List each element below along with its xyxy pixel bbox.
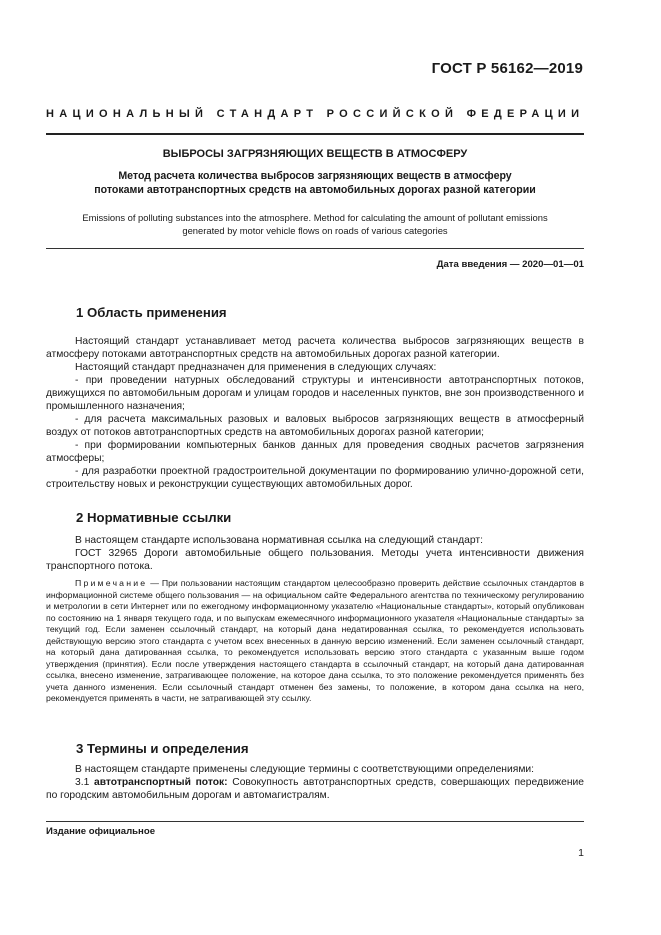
english-title-line: Emissions of polluting substances into the atmosphere. Method for calculating the amount of pollutant emissions bbox=[82, 212, 548, 223]
subtitle-line: Метод расчета количества выбросов загрязняющих веществ в атмосферу bbox=[118, 170, 512, 182]
standard-title: ВЫБРОСЫ ЗАГРЯЗНЯЮЩИХ ВЕЩЕСТВ В АТМОСФЕРУ bbox=[162, 148, 468, 160]
paragraph: В настоящем стандарте применены следующие термины с соответствующими определениями: bbox=[75, 764, 535, 775]
introduction-date: Дата введения — 2020—01—01 bbox=[436, 259, 584, 270]
paragraph: Настоящий стандарт устанавливает метод расчета количества выбросов загрязняющих веществ в атмосферу потоками автотранспортных средств на автомобильных дорогах разной категории. bbox=[46, 336, 584, 360]
section-3-body bbox=[46, 763, 584, 802]
national-standard-banner: НАЦИОНАЛЬНЫЙ СТАНДАРТ РОССИЙСКОЙ ФЕДЕРАЦИИ bbox=[46, 108, 585, 120]
paragraph: Настоящий стандарт предназначен для применения в следующих случаях: bbox=[75, 362, 437, 373]
page-number: 1 bbox=[578, 847, 584, 859]
english-title-line: generated by motor vehicle flows on roads of various categories bbox=[182, 225, 448, 236]
term-number: 3.1 bbox=[75, 777, 94, 788]
reference-entry: ГОСТ 32965 Дороги автомобильные общего пользования. Методы учета интенсивности движения транспортного потока. bbox=[46, 548, 584, 572]
note-text: — При пользовании настоящим стандартом целесообразно проверить действие ссылочных стандартов в информационной системе общего пользования — на официальном сайте Федерального агентства по техническому регулированию и метрологии в сети Интернет или по ежегодному информационному указателю «Национальные стандарты», который опубликован по состоянию на 1 января текущего года, и по выпускам ежемесячного информационного указателя «Национальные стандарты» за текущий год. Если заменен ссылочный стандарт, на который дана недатированная ссылка, то рекомендуется использовать действующую версию этого стандарта с учетом всех внесенных в данную версию изменений. Если заменен ссылочный стандарт, на который дана датированная ссылка, то рекомендуется использовать версию этого стандарта с указанным выше годом утверждения (принятия). Если после утверждения настоящего стандарта в ссылочный стандарт, на который дана датированная ссылка, внесено изменение, затрагивающее положение, на которое дана ссылка, то это положение рекомендуется применять без учета данного изменения. Если ссылочный стандарт отменен без замены, то положение, в котором дана ссылка на него, рекомендуется применять в части, не затрагивающей эту ссылку. bbox=[46, 578, 584, 703]
standard-subtitle bbox=[46, 169, 584, 197]
note-block bbox=[46, 578, 584, 705]
term-definition bbox=[46, 776, 584, 802]
document-number: ГОСТ Р 56162—2019 bbox=[431, 60, 583, 77]
section-3-heading: 3 Термины и определения bbox=[76, 741, 249, 756]
title-divider bbox=[46, 248, 584, 249]
section-1-heading: 1 Область применения bbox=[76, 305, 227, 320]
list-item: - для расчета максимальных разовых и валовых выбросов загрязняющих веществ в атмосферный воздух от потоков автотранспортных средств на автомобильных дорогах разной категории; bbox=[46, 414, 584, 438]
note-label: Примечание bbox=[75, 578, 148, 588]
subtitle-line: потоками автотранспортных средств на автомобильных дорогах разной категории bbox=[94, 184, 536, 196]
list-item: - при проведении натурных обследований структуры и интенсивности автотранспортных потоков, движущихся по автомобильным дорогам и улицам городов и населенных пунктов, вне зон производственного и промышленного назначения; bbox=[46, 375, 584, 412]
paragraph: В настоящем стандарте использована нормативная ссылка на следующий стандарт: bbox=[75, 535, 483, 546]
term-text: Совокупность автотранспортных средств, совершающих передвижение по городским автомобильным дорогам и автомагистралям. bbox=[46, 777, 584, 801]
section-1-body bbox=[46, 335, 584, 491]
term-name: автотранспортный поток: bbox=[93, 777, 228, 788]
list-item: - для разработки проектной градостроительной документации по формированию улично-дорожной сети, строительству новых и реконструкции существующих автомобильных дорог. bbox=[46, 466, 584, 490]
note-paragraph bbox=[46, 578, 584, 705]
edition-label: Издание официальное bbox=[46, 826, 156, 837]
section-2-heading: 2 Нормативные ссылки bbox=[76, 510, 232, 525]
footer-divider bbox=[46, 821, 584, 822]
english-title bbox=[46, 211, 584, 237]
list-item: - при формировании компьютерных банков данных для проведения сводных расчетов загрязнения атмосферы; bbox=[46, 440, 584, 464]
header-divider bbox=[46, 133, 584, 135]
section-2-body bbox=[46, 534, 584, 573]
